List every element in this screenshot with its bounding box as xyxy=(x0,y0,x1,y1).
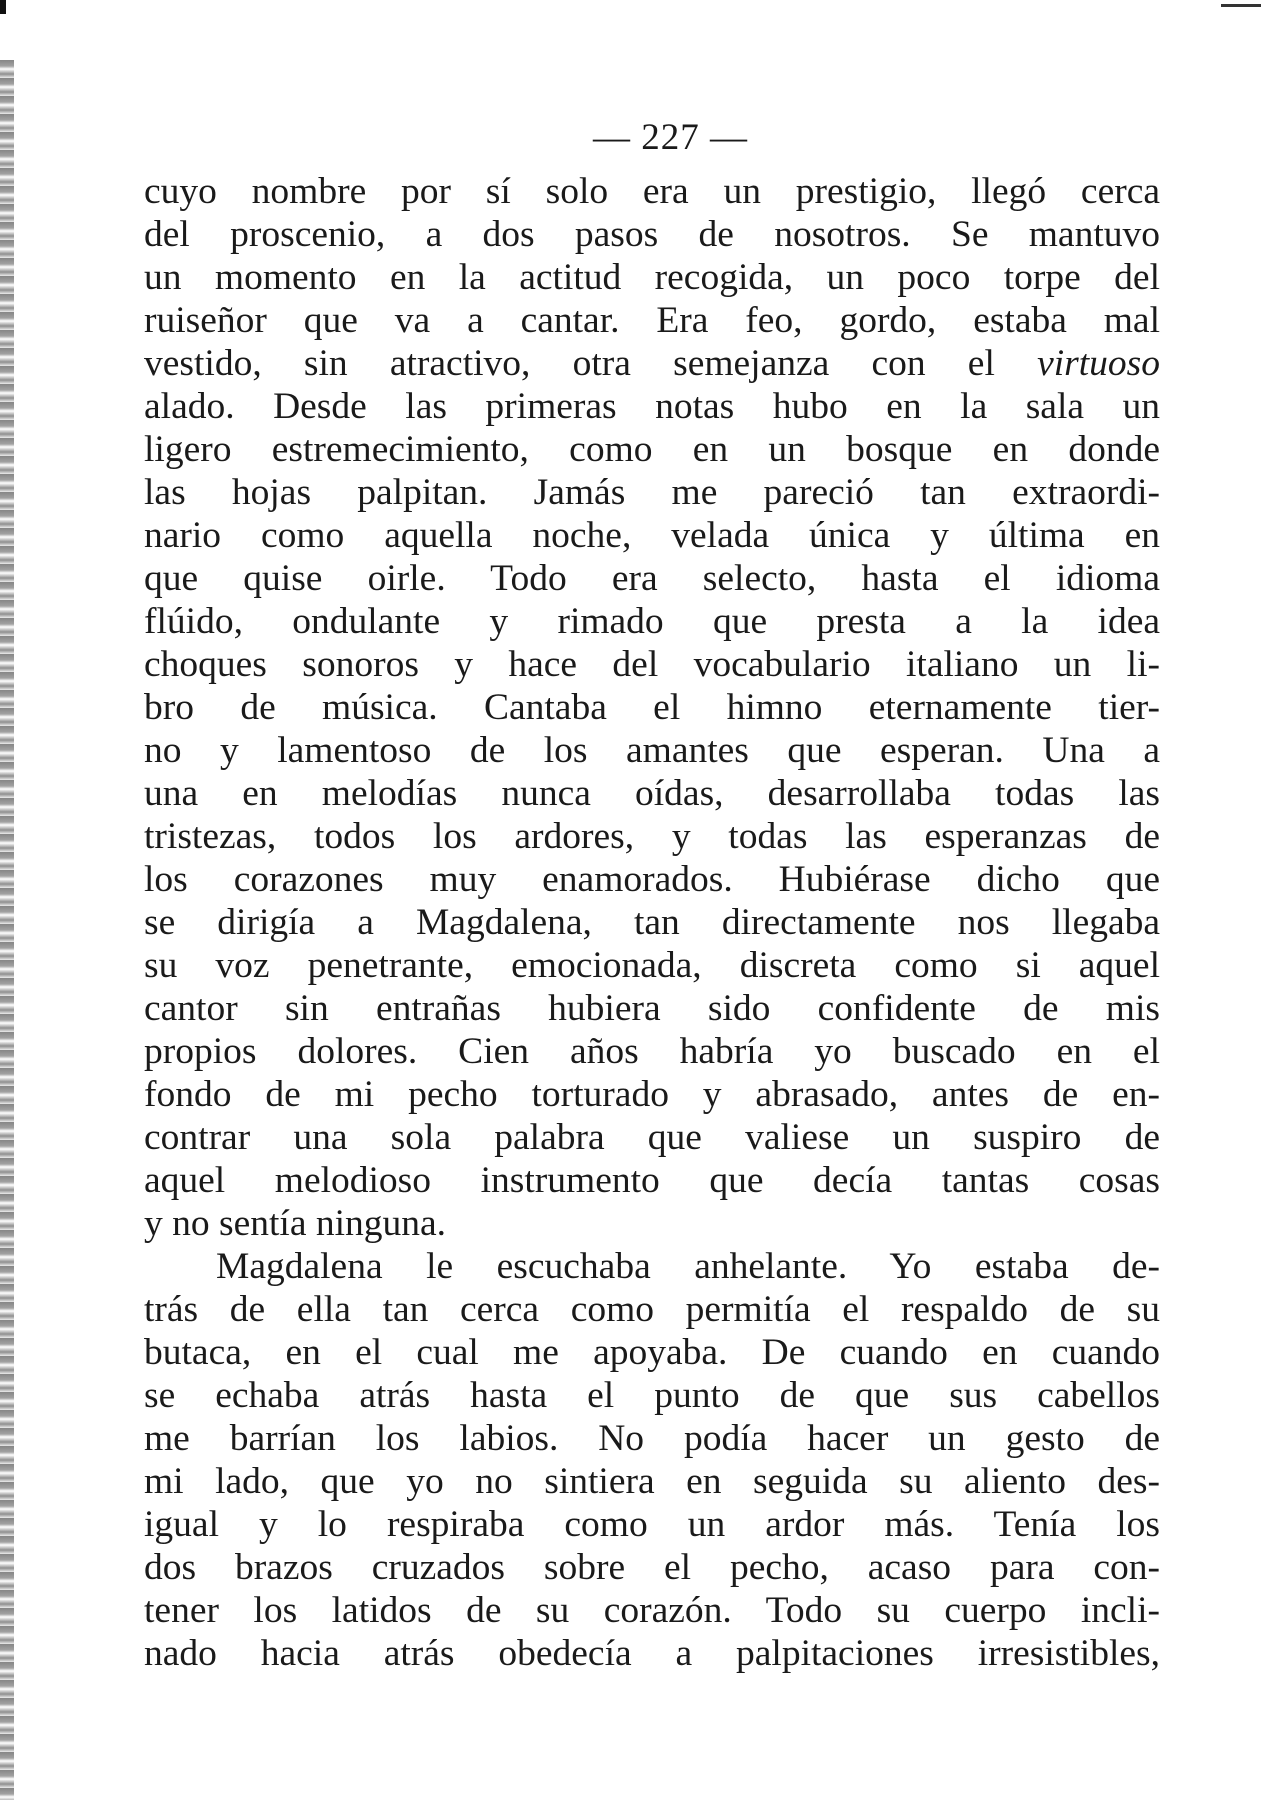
text-line: una en melodías nunca oídas, desarrollaba todas las xyxy=(144,773,1160,814)
paragraph-end-line: y no sentía ninguna. xyxy=(144,1203,447,1244)
italic-word: virtuoso xyxy=(1037,343,1160,384)
text-line: alado. Desde las primeras notas hubo en la sala un xyxy=(144,386,1160,427)
text-line: se echaba atrás hasta el punto de que sus cabellos xyxy=(144,1375,1160,1416)
binding-edge xyxy=(0,60,14,1800)
text-line-with-italic xyxy=(144,342,1160,385)
text-line: tener los latidos de su corazón. Todo su cuerpo incli- xyxy=(144,1590,1160,1631)
text-line: dos brazos cruzados sobre el pecho, acaso para con- xyxy=(144,1547,1160,1588)
text-line: aquel melodioso instrumento que decía tantas cosas xyxy=(144,1160,1160,1201)
text-line: los corazones muy enamorados. Hubiérase dicho que xyxy=(144,859,1160,900)
page-number xyxy=(0,116,1261,160)
text-line: cuyo nombre por sí solo era un prestigio, llegó cerca xyxy=(144,171,1160,212)
text-line: choques sonoros y hace del vocabulario italiano un li- xyxy=(144,644,1160,685)
text-line: trás de ella tan cerca como permitía el respaldo de su xyxy=(144,1289,1160,1330)
text-line: bro de música. Cantaba el himno eternamente tier- xyxy=(144,687,1160,728)
corner-mark xyxy=(0,0,6,14)
text-line: un momento en la actitud recogida, un poco torpe del xyxy=(144,257,1160,298)
text-line: nado hacia atrás obedecía a palpitaciones irresistibles, xyxy=(144,1633,1160,1674)
body-text xyxy=(144,170,1160,1675)
paragraph-start-line: Magdalena le escuchaba anhelante. Yo estaba de- xyxy=(216,1246,1160,1287)
text-line: que quise oirle. Todo era selecto, hasta el idioma xyxy=(144,558,1160,599)
text-line: del proscenio, a dos pasos de nosotros. Se mantuvo xyxy=(144,214,1160,255)
text-line: propios dolores. Cien años habría yo buscado en el xyxy=(144,1031,1160,1072)
text-line: nario como aquella noche, velada única y última en xyxy=(144,515,1160,556)
text-line: contrar una sola palabra que valiese un suspiro de xyxy=(144,1117,1160,1158)
text-line-part: vestido, sin atractivo, otra semejanza con el xyxy=(144,343,995,384)
text-line: las hojas palpitan. Jamás me pareció tan extraordi- xyxy=(144,472,1160,513)
text-line: ruiseñor que va a cantar. Era feo, gordo, estaba mal xyxy=(144,300,1160,341)
text-line: flúido, ondulante y rimado que presta a la idea xyxy=(144,601,1160,642)
text-line: butaca, en el cual me apoyaba. De cuando en cuando xyxy=(144,1332,1160,1373)
text-line: cantor sin entrañas hubiera sido confidente de mis xyxy=(144,988,1160,1029)
text-line: me barrían los labios. No podía hacer un gesto de xyxy=(144,1418,1160,1459)
page-number-label: — 227 — xyxy=(593,117,748,158)
text-line: tristezas, todos los ardores, y todas las esperanzas de xyxy=(144,816,1160,857)
text-line: mi lado, que yo no sintiera en seguida su aliento des- xyxy=(144,1461,1160,1502)
text-line: ligero estremecimiento, como en un bosque en donde xyxy=(144,429,1160,470)
text-line: igual y lo respiraba como un ardor más. Tenía los xyxy=(144,1504,1160,1545)
text-line: no y lamentoso de los amantes que esperan. Una a xyxy=(144,730,1160,771)
text-line: fondo de mi pecho torturado y abrasado, antes de en- xyxy=(144,1074,1160,1115)
text-line: se dirigía a Magdalena, tan directamente nos llegaba xyxy=(144,902,1160,943)
top-edge-rule xyxy=(1221,4,1261,7)
text-line: su voz penetrante, emocionada, discreta como si aquel xyxy=(144,945,1160,986)
